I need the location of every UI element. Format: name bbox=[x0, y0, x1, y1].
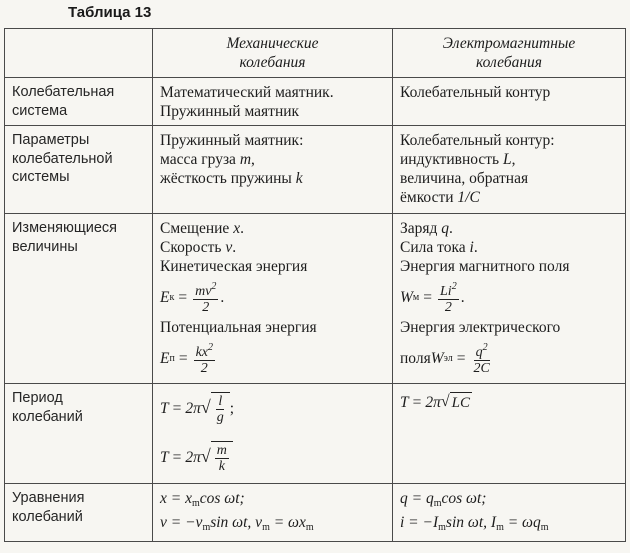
cell-quantities-electromagnetic: Заряд q. Сила тока i. Энергия магнитного поля W м = $\frac{Li^2}{2}$ . Энергия электрического поля W эл = $\frac{q^2}{2C}$ bbox=[393, 214, 626, 384]
pendulum-period-formula: T = 2π √ $\frac{l}{g}$ ; bbox=[160, 394, 235, 425]
row-label-equations: Уравнения колебаний bbox=[5, 484, 153, 542]
header-electromagnetic: Электромагнитные колебания bbox=[393, 29, 626, 78]
spring-period-formula: T = 2π √ $\frac{m}{k}$ bbox=[160, 441, 386, 474]
kinetic-energy-formula: E к = $\frac{mv^2}{2}$ . bbox=[160, 281, 225, 315]
cell-equations-electromagnetic: $q = q_m\cos$ ωt; $i = -I_m\sin$ ωt, $I_m = \omega q_m$ bbox=[393, 484, 626, 542]
comparison-table bbox=[4, 28, 626, 542]
header-row bbox=[5, 29, 626, 78]
cell-period-electromagnetic bbox=[393, 384, 626, 484]
row-label-system: Колебательная система bbox=[5, 78, 153, 126]
header-empty-cell bbox=[5, 29, 153, 78]
electric-energy-formula: поля W эл = $\frac{q^2}{2C}$ bbox=[400, 342, 490, 376]
row-quantities bbox=[5, 214, 626, 384]
row-system bbox=[5, 78, 626, 126]
cell-period-mechanical bbox=[153, 384, 393, 484]
cell-system-mechanical: Математический маятник. Пружинный маятник bbox=[153, 78, 393, 126]
magnetic-energy-formula: W м = $\frac{Li^2}{2}$ . bbox=[400, 281, 465, 315]
cell-params-electromagnetic: Колебательный контур: индуктивность L, величина, обратная ёмкости 1/C bbox=[393, 126, 626, 214]
row-params bbox=[5, 126, 626, 214]
cell-equations-mechanical: $x = x_m\cos$ ωt; $v = -v_m\sin$ ωt, $v_m = \omega x_m$ bbox=[153, 484, 393, 542]
potential-energy-formula: E п = $\frac{kx^2}{2}$ bbox=[160, 342, 214, 376]
row-equations bbox=[5, 484, 626, 542]
thomson-formula: T = 2π √ LC bbox=[400, 393, 471, 411]
table-caption: Таблица 13 bbox=[68, 4, 152, 21]
cell-quantities-mechanical: Смещение x. Скорость v. Кинетическая энергия E к = $\frac{mv^2}{2}$ . Потенциальная энергия E п = $\frac{kx^2}{2}$ bbox=[153, 214, 393, 384]
row-period bbox=[5, 384, 626, 484]
header-mechanical: Механические колебания bbox=[153, 29, 393, 78]
cell-params-mechanical: Пружинный маятник: масса груза m, жёсткость пружины k bbox=[153, 126, 393, 214]
cell-system-electromagnetic: Колебательный контур bbox=[393, 78, 626, 126]
row-label-params: Параметры колебательной системы bbox=[5, 126, 153, 214]
row-label-period: Период колебаний bbox=[5, 384, 153, 484]
row-label-quantities: Изменяющиеся величины bbox=[5, 214, 153, 384]
